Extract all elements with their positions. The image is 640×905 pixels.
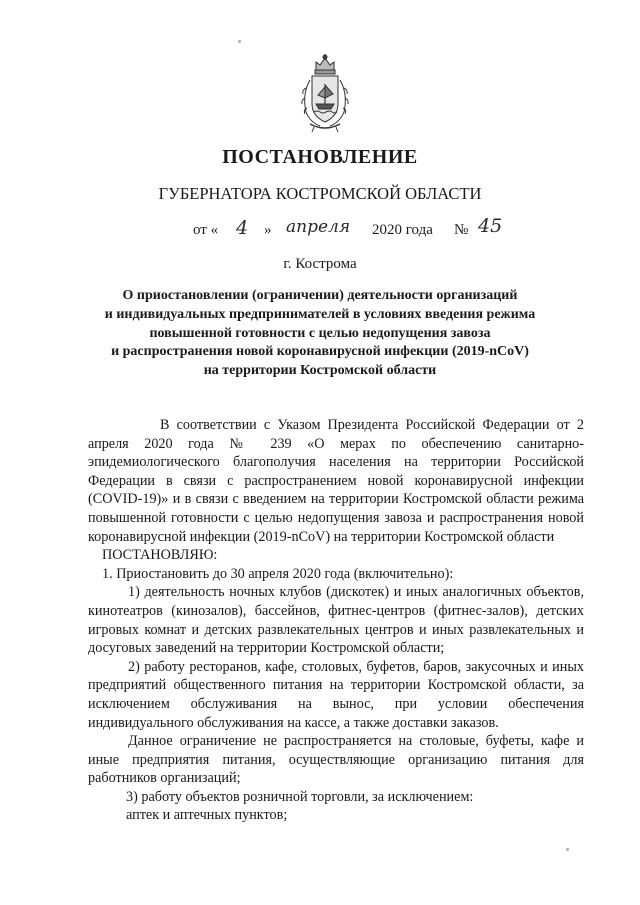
heading-line: О приостановлении (ограничении) деятельности организаций — [122, 288, 518, 303]
date-mid: » — [264, 222, 272, 238]
resolve-line: ПОСТАНОВЛЯЮ: — [102, 547, 218, 564]
intro-paragraph: В соответствии с Указом Президента Российской Федерации от 2 апреля 2020 года № 239 «О мерах по обеспечению санитарно-эпидемиологического благополучия населения на территории Российской Федерации в связи с распространением новой коронавирусной инфекции (COVID-19)» и в связи с введением на территории Костромской области режима повышенной готовности с целью недопущения завоза и распространения новой коронавирусной инфекции (2019-nCoV) на территории Костромской области — [88, 417, 584, 545]
date-day: 4 — [236, 217, 249, 239]
document-title: ПОСТАНОВЛЕНИЕ — [222, 146, 418, 168]
kostroma-coat-of-arms-icon — [296, 54, 354, 136]
date-year: 2020 года — [372, 222, 433, 238]
document-city: г. Кострома — [283, 256, 357, 272]
heading-line: на территории Костромской области — [203, 363, 437, 379]
document-body — [88, 416, 584, 825]
scan-speck — [566, 848, 569, 851]
date-month: апреля — [286, 217, 351, 237]
date-prefix: от « — [193, 222, 219, 238]
sub-item-1: 1) деятельность ночных клубов (дискотек) и иных аналогичных объектов, кинотеатров (кинозалов), бассейнов, фитнес-центров (фитнес-залов), детских игровых комнат и детских развлекательных центров и иных развлекательных и досуговых заведений на территории Костромской области; — [88, 584, 584, 657]
sub-item-2: 2) работу ресторанов, кафе, столовых, буфетов, баров, закусочных и иных предприятий общественного питания на территории Костромской области, за исключением обслуживания на вынос, при условии обеспечения индивидуального обслуживания на кассе, а также доставки заказов. — [88, 658, 584, 731]
document-number: 45 — [478, 215, 503, 237]
sub-item-3: 3) работу объектов розничной торговли, за исключением: — [126, 788, 474, 805]
heading-line: и индивидуальных предпринимателей в условиях введения режима — [104, 306, 536, 322]
document-issuer: ГУБЕРНАТОРА КОСТРОМСКОЙ ОБЛАСТИ — [158, 184, 482, 203]
note-paragraph: Данное ограничение не распространяется на столовые, буфеты, кафе и иные предприятия питания, осуществляющие организацию питания для работников организаций; — [88, 733, 584, 787]
document-heading — [60, 287, 580, 381]
heading-line: повышенной готовности с целью недопущения завоза — [149, 325, 491, 341]
scan-speck — [238, 40, 241, 43]
sub-item-3a: аптек и аптечных пунктов; — [126, 807, 288, 824]
date-line — [0, 215, 640, 248]
heading-line: и распространения новой коронавирусной инфекции (2019-nCoV) — [111, 344, 529, 360]
item-1: 1. Приостановить до 30 апреля 2020 года (включительно): — [102, 565, 454, 582]
number-sign: № — [454, 222, 469, 238]
